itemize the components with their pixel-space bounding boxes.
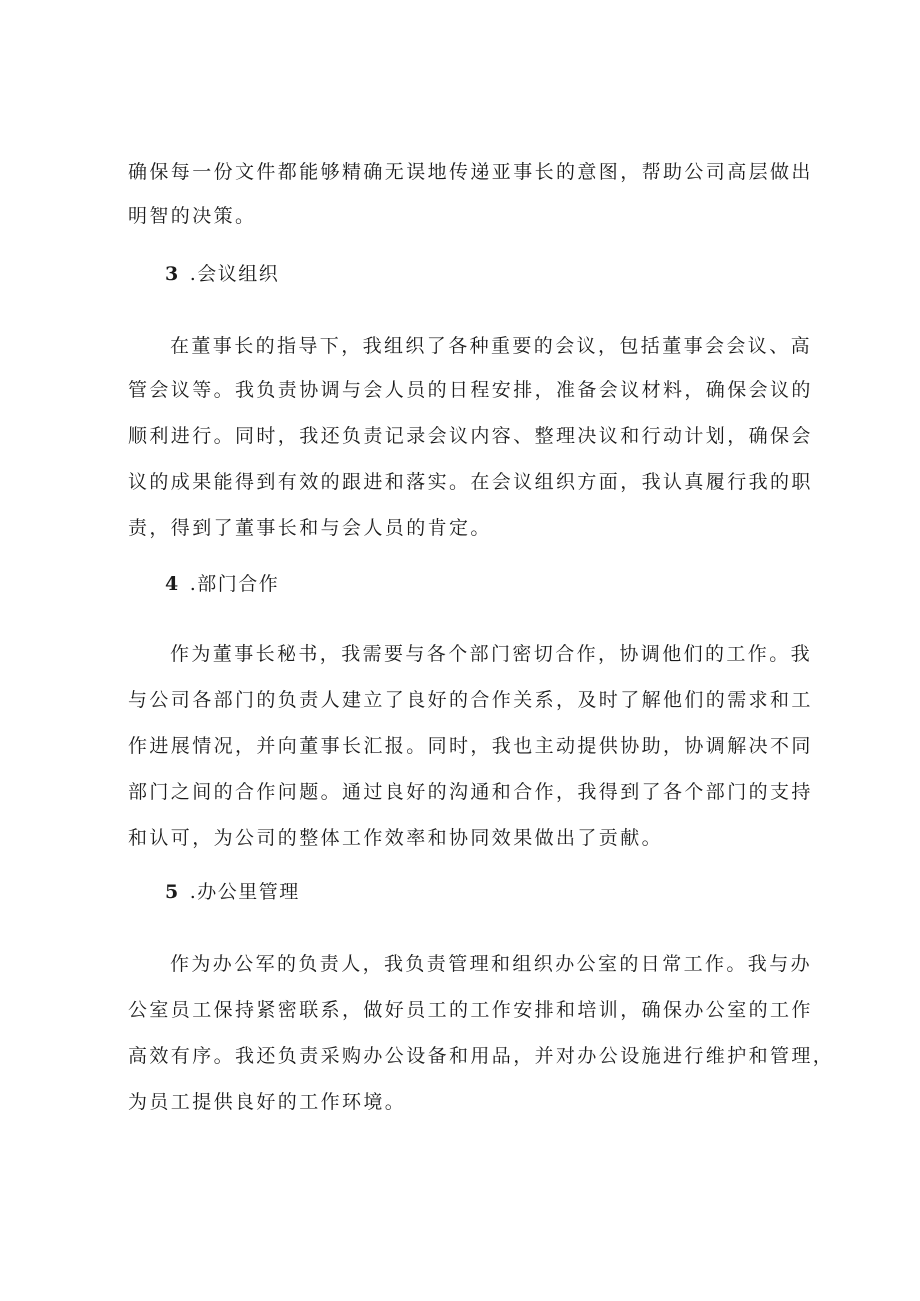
section-3-line-5: 责，得到了董事长和与会人员的肯定。 <box>128 517 492 539</box>
section-3-line-4: 议的成果能得到有效的跟进和落实。在会议组织方面，我认真履行我的职 <box>128 471 813 493</box>
section-4-line-3: 作进展情况，并向董事长汇报。同时，我也主动提供协助，协调解决不同 <box>128 735 813 757</box>
section-3-number: 3 <box>165 263 180 285</box>
section-5-line-1: 作为办公军的负责人，我负责管理和组织办公室的日常工作。我与办 <box>170 953 813 975</box>
section-3-line-1: 在董事长的指导下，我组织了各种重要的会议，包括董事会会议、高 <box>170 335 813 357</box>
section-5-line-4: 为员工提供良好的工作环境。 <box>128 1091 407 1113</box>
section-4-heading <box>165 572 279 596</box>
section-4-number: 4 <box>165 573 180 595</box>
section-5-number: 5 <box>165 881 180 903</box>
section-4-title: .部门合作 <box>189 573 280 595</box>
section-3-line-2: 管会议等。我负责协调与会人员的日程安排，准备会议材料，确保会议的 <box>128 379 813 401</box>
section-3-title: .会议组织 <box>189 263 280 285</box>
section-4-line-1: 作为董事长秘书，我需要与各个部门密切合作，协调他们的工作。我 <box>170 643 813 665</box>
section-5-heading <box>165 880 300 904</box>
section-3-heading <box>165 262 279 286</box>
intro-line-1: 确保每一份文件都能够精确无误地传递亚事长的意图，帮助公司高层做出 <box>128 161 813 183</box>
section-5-line-3: 高效有序。我还负责采购办公设备和用品，并对办公设施进行维护和管理， <box>128 1045 835 1067</box>
section-3-line-3: 顺利进行。同时，我还负责记录会议内容、整理决议和行动计划，确保会 <box>128 425 813 447</box>
section-4-line-5: 和认可，为公司的整体工作效率和协同效果做出了贡献。 <box>128 827 664 849</box>
section-4-line-4: 部门之间的合作问题。通过良好的沟通和合作，我得到了各个部门的支持 <box>128 781 813 803</box>
section-5-line-2: 公室员工保持紧密联系，做好员工的工作安排和培训，确保办公室的工作 <box>128 999 813 1021</box>
section-4-line-2: 与公司各部门的负责人建立了良好的合作关系，及时了解他们的需求和工 <box>128 689 813 711</box>
section-5-title: .办公里管理 <box>189 881 300 903</box>
intro-line-2: 明智的决策。 <box>128 205 257 227</box>
